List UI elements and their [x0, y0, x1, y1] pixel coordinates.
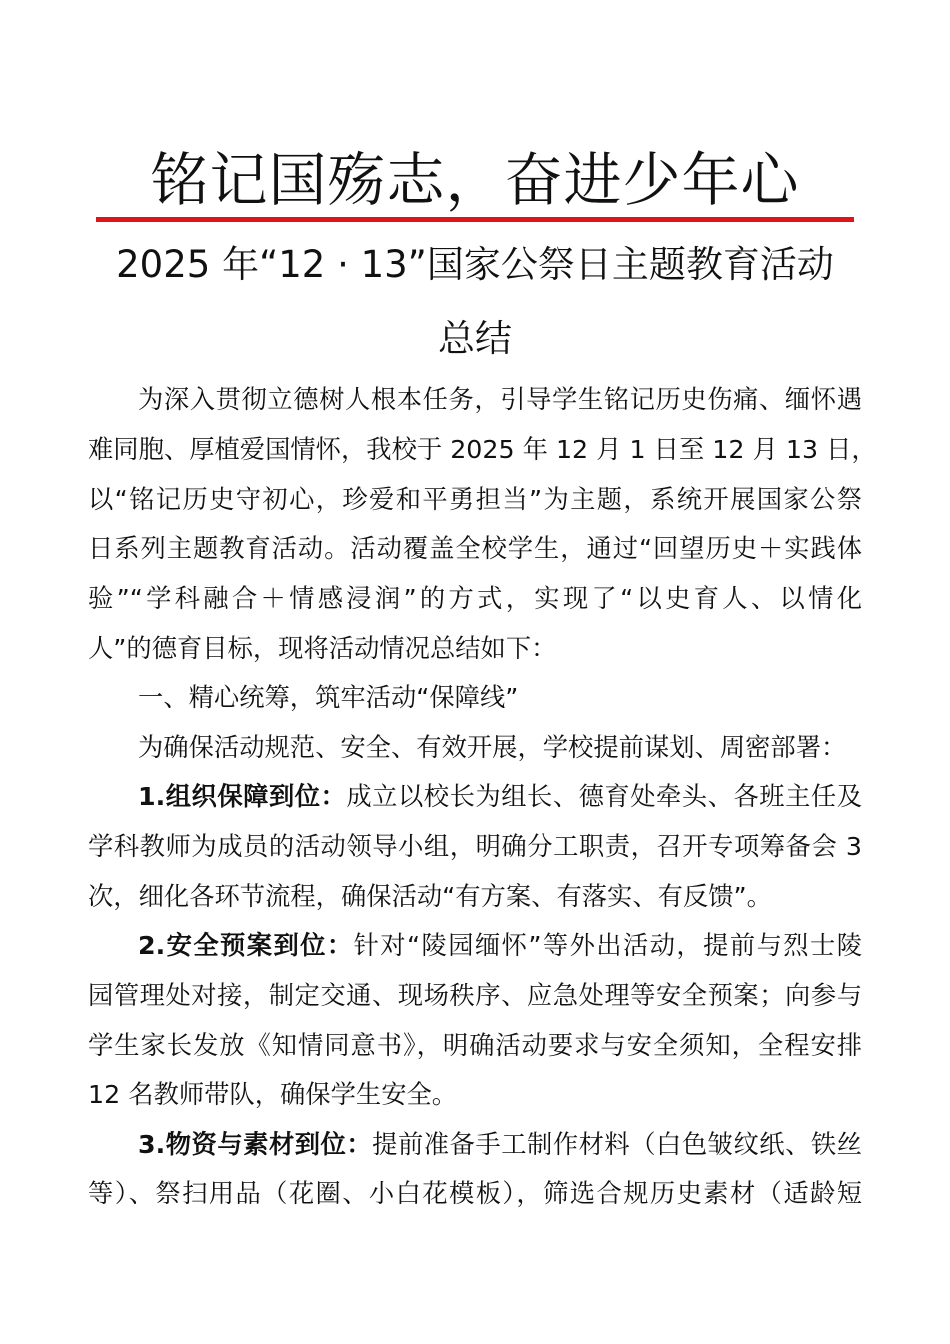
item-text: 针对“陵园缅怀”等外出活动，提前与烈士陵	[353, 931, 862, 960]
item-label: 3.物资与素材到位：	[138, 1130, 373, 1159]
item-line: 等）、祭扫用品（花圈、小白花模板），筛选合规历史素材（适龄短	[88, 1179, 862, 1208]
item-label: 2.安全预案到位：	[138, 931, 354, 960]
intro-line: 难同胞、厚植爱国情怀，我校于 2025 年 12 月 1 日至 12 月 13 日，	[88, 435, 877, 464]
section-intro: 为确保活动规范、安全、有效开展，学校提前谋划、周密部署：	[138, 733, 847, 762]
item-line: 学生家长发放《知情同意书》，明确活动要求与安全须知，全程安排	[88, 1031, 862, 1060]
item-safety	[138, 921, 862, 971]
intro-line: 为深入贯彻立德树人根本任务，引导学生铭记历史伤痛、缅怀遇	[138, 385, 862, 414]
document-title: 铭记国殇志，奋进少年心	[150, 146, 800, 214]
item-text: 提前准备手工制作材料（白色皱纹纸、铁丝	[372, 1130, 862, 1159]
item-materials	[138, 1120, 862, 1170]
title-red-divider	[96, 217, 854, 222]
section-heading: 一、精心统筹，筑牢活动“保障线”	[138, 683, 519, 712]
document-subtitle: 2025 年“12 · 13”国家公祭日主题教育活动	[116, 243, 834, 286]
item-organization	[138, 772, 862, 822]
item-line: 次，细化各环节流程，确保活动“有方案、有落实、有反馈”。	[88, 882, 772, 911]
intro-line: 以“铭记历史守初心，珍爱和平勇担当”为主题，系统开展国家公祭	[88, 485, 862, 514]
item-label: 1.组织保障到位：	[138, 782, 347, 811]
item-line: 12 名教师带队，确保学生安全。	[88, 1080, 458, 1109]
item-text: 成立以校长为组长、德育处牵头、各班主任及	[346, 782, 862, 811]
intro-line: 验”“学科融合＋情感浸润”的方式，实现了“以史育人、以情化	[88, 584, 862, 613]
item-line: 学科教师为成员的活动领导小组，明确分工职责，召开专项筹备会 3	[88, 832, 862, 861]
document-subtitle-continued: 总结	[438, 317, 512, 360]
item-line: 园管理处对接，制定交通、现场秩序、应急处理等安全预案；向参与	[88, 981, 862, 1010]
intro-line: 人”的德育目标，现将活动情况总结如下：	[88, 634, 557, 663]
intro-line: 日系列主题教育活动。活动覆盖全校学生，通过“回望历史＋实践体	[88, 534, 862, 563]
